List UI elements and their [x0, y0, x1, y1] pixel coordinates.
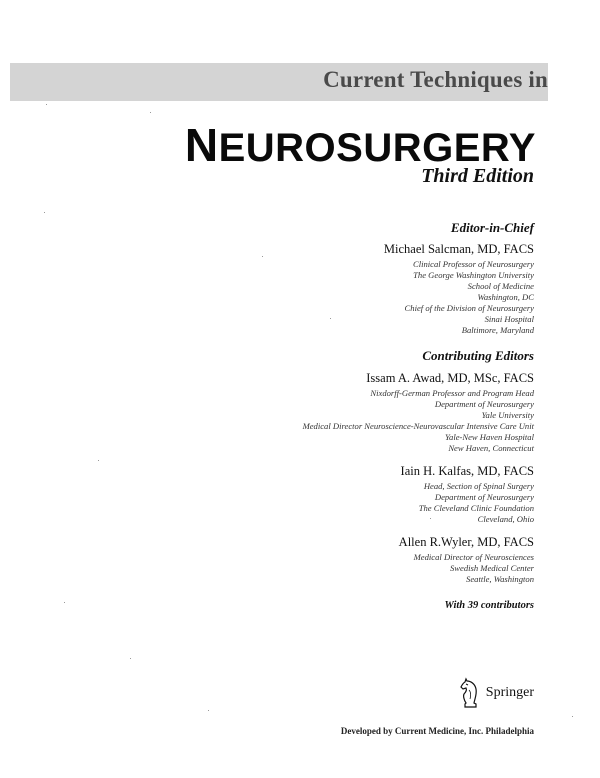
scan-speck — [64, 602, 65, 603]
publisher-name: Springer — [485, 685, 534, 700]
editor-name: Issam A. Awad, MD, MSc, FACS — [366, 371, 534, 385]
affiliation-line: Cleveland, Ohio — [477, 514, 534, 524]
publisher-logo — [458, 676, 534, 710]
edition-label: Third Edition — [421, 165, 534, 187]
scan-speck — [130, 658, 131, 659]
scan-speck — [572, 716, 573, 717]
book-title-initial: N — [184, 119, 219, 171]
affiliation-line: Medical Director Neuroscience-Neurovascular Intensive Care Unit — [302, 421, 534, 431]
scan-speck — [262, 256, 263, 257]
affiliation-line: New Haven, Connecticut — [448, 443, 534, 453]
editor-name: Allen R.Wyler, MD, FACS — [398, 535, 534, 549]
developed-by-line: Developed by Current Medicine, Inc. Philadelphia — [340, 726, 534, 736]
editor-in-chief-block — [384, 220, 534, 336]
affiliation-line: Baltimore, Maryland — [461, 325, 534, 335]
affiliation-line: Yale University — [481, 410, 534, 420]
contributing-editors-heading: Contributing Editors — [422, 348, 534, 363]
scan-speck — [98, 460, 99, 461]
affiliation-line: Department of Neurosurgery — [434, 492, 534, 502]
scan-speck — [430, 518, 431, 519]
contributing-editors-block — [303, 348, 534, 585]
scan-speck — [150, 112, 151, 113]
editor-in-chief-heading: Editor-in-Chief — [450, 220, 534, 235]
affiliation-line: Yale-New Haven Hospital — [445, 432, 534, 442]
affiliation-line: School of Medicine — [467, 281, 534, 291]
affiliation-line: Nixdorff-German Professor and Program Head — [370, 388, 534, 398]
affiliation-line: Chief of the Division of Neurosurgery — [404, 303, 534, 313]
scan-speck — [44, 212, 45, 213]
affiliation-line: Head, Section of Spinal Surgery — [423, 481, 534, 491]
affiliation-line: Medical Director of Neurosciences — [413, 552, 534, 562]
scan-speck — [330, 318, 331, 319]
editor-name: Iain H. Kalfas, MD, FACS — [400, 464, 534, 478]
springer-chess-knight-icon — [458, 676, 482, 710]
affiliation-line: Sinai Hospital — [484, 314, 534, 324]
series-title: Current Techniques in — [323, 67, 548, 92]
editor-in-chief-name: Michael Salcman, MD, FACS — [383, 242, 534, 256]
affiliation-line: Swedish Medical Center — [449, 563, 534, 573]
scan-speck — [208, 710, 209, 711]
affiliation-line: The George Washington University — [413, 270, 534, 280]
affiliation-line: Washington, DC — [477, 292, 534, 302]
contributors-note: With 39 contributors — [444, 600, 534, 611]
book-title-rest: EUROSURGERY — [218, 126, 536, 170]
book-title — [185, 118, 536, 172]
affiliation-line: Seattle, Washington — [466, 574, 534, 584]
affiliation-line: Clinical Professor of Neurosurgery — [412, 259, 534, 269]
scan-speck — [46, 104, 47, 105]
affiliation-line: The Cleveland Clinic Foundation — [418, 503, 534, 513]
affiliation-line: Department of Neurosurgery — [434, 399, 534, 409]
